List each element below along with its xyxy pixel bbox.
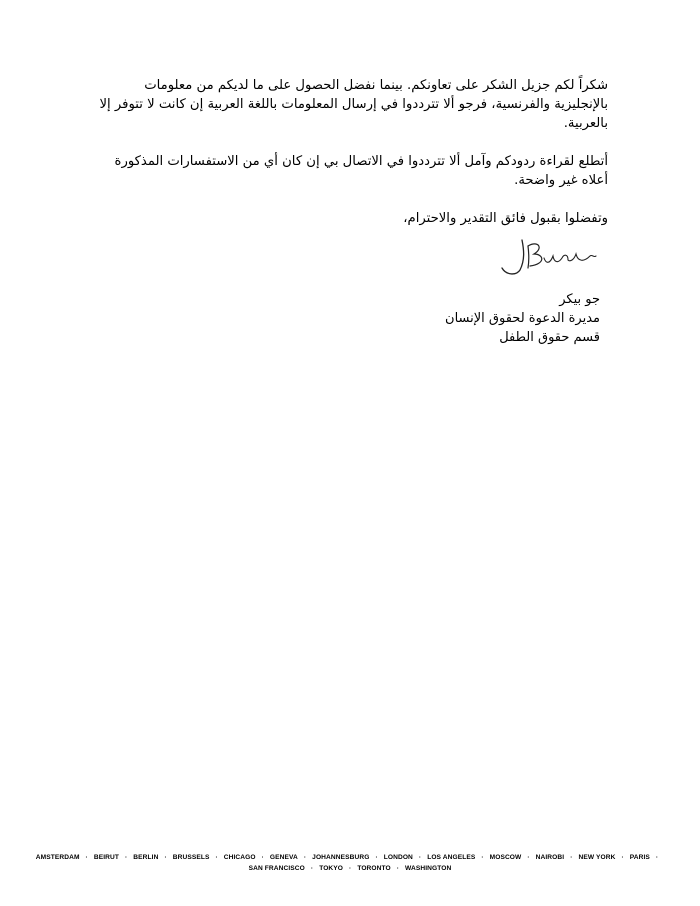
city-label: TORONTO — [357, 865, 391, 872]
footer-row-2 — [20, 863, 680, 874]
separator-dot: · — [125, 854, 128, 861]
separator-dot: · — [481, 854, 484, 861]
city-label: LOS ANGELES — [427, 854, 476, 861]
city-label: NAIROBI — [535, 854, 565, 861]
separator-dot: · — [396, 865, 400, 872]
city-label: NEW YORK — [578, 854, 616, 861]
paragraph-followup: أتطلع لقراءة ردودكم وآمل ألا تترددوا في الاتصال بي إن كان أي من الاستفسارات المذكورة أعلاه غير واضحة. — [114, 154, 608, 188]
separator-dot: · — [215, 854, 218, 861]
separator-dot: · — [375, 854, 378, 861]
city-label: CHICAGO — [223, 854, 256, 861]
separator-dot: · — [655, 854, 659, 861]
separator-dot: · — [621, 854, 624, 861]
paragraph-closing: وتفضلوا بقبول فائق التقدير والاحترام، — [403, 211, 608, 226]
city-label: PARIS — [629, 854, 650, 861]
city-label: BERLIN — [133, 854, 159, 861]
city-label: AMSTERDAM — [35, 854, 80, 861]
signature-block — [400, 290, 600, 347]
city-label: JOHANNESBURG — [312, 854, 370, 861]
office-locations-footer — [20, 852, 680, 874]
signer-title: مديرة الدعوة لحقوق الإنسان — [445, 311, 600, 326]
handwritten-signature — [498, 232, 598, 280]
city-label: BEIRUT — [93, 854, 119, 861]
separator-dot: · — [570, 854, 573, 861]
separator-dot: · — [261, 854, 264, 861]
separator-dot: · — [303, 854, 307, 861]
separator-dot: · — [527, 854, 530, 861]
city-label: BRUSSELS — [172, 854, 210, 861]
city-label: MOSCOW — [489, 854, 522, 861]
city-label: TOKYO — [319, 865, 344, 872]
separator-dot: · — [310, 865, 314, 872]
separator-dot: · — [349, 865, 352, 872]
footer-row-1 — [20, 852, 680, 863]
letter-body — [96, 76, 608, 228]
city-label: LONDON — [383, 854, 413, 861]
signer-name: جو بيكر — [559, 292, 600, 307]
separator-dot: · — [85, 854, 88, 861]
city-label: SAN FRANCISCO — [248, 865, 305, 872]
paragraph-thanks: شكراً لكم جزيل الشكر على تعاونكم. بينما نفضل الحصول على ما لديكم من معلومات بالإنجليزية والفرنسية، فرجو ألا تترددوا في إرسال المعلومات باللغة العربية إن كانت لا تتوفر إلا بالعربية. — [99, 78, 608, 131]
separator-dot: · — [418, 854, 422, 861]
separator-dot: · — [164, 854, 167, 861]
city-label: WASHINGTON — [405, 865, 452, 872]
signer-department: قسم حقوق الطفل — [499, 330, 600, 345]
city-label: GENEVA — [269, 854, 298, 861]
